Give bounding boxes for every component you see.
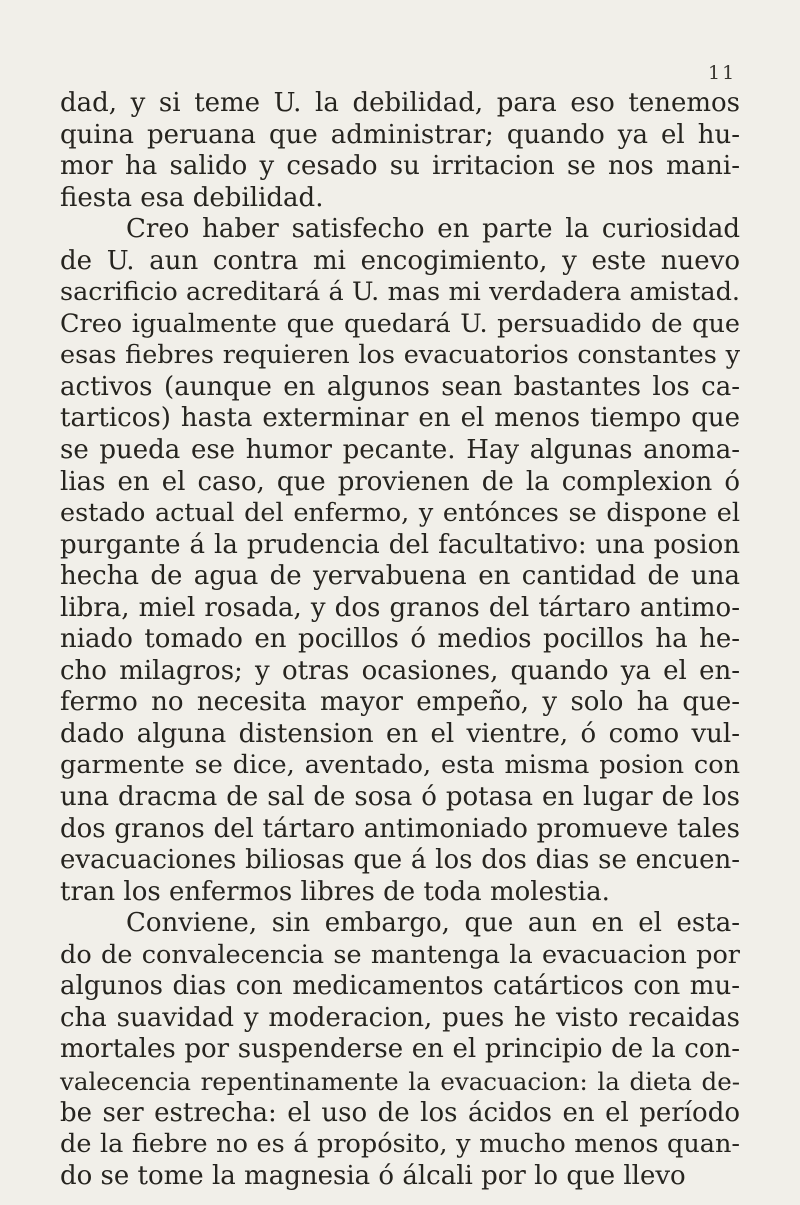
text-line: mortales por suspenderse en el principio de la con-	[60, 1034, 740, 1065]
text-line: dos granos del tártaro antimoniado promueve tales	[60, 813, 740, 844]
text-line: do se tome la magnesia ó álcali por lo que llevo	[60, 1160, 686, 1191]
body-text	[60, 88, 740, 1192]
text-line: esas fiebres requieren los evacuatorios constantes y	[60, 340, 740, 371]
text-line: hecha de agua de yervabuena en cantidad de una	[60, 561, 740, 592]
text-line: garmente se dice, aventado, esta misma posion con	[60, 750, 740, 781]
text-line: evacuaciones biliosas que á los dos dias se encuen-	[60, 845, 740, 876]
text-line: Conviene, sin embargo, que aun en el esta-	[126, 908, 740, 939]
text-line: una dracma de sal de sosa ó potasa en lugar de los	[60, 782, 740, 813]
text-line: libra, miel rosada, y dos granos del tártaro antimo-	[60, 592, 740, 623]
text-line: purgante á la prudencia del facultativo: una posion	[60, 529, 740, 560]
text-line: lias en el caso, que provienen de la complexion ó	[60, 466, 740, 497]
page-number: 11	[708, 62, 737, 84]
text-line: estado actual del enfermo, y entónces se dispone el	[60, 498, 740, 529]
text-line: tran los enfermos libres de toda molestia.	[60, 876, 610, 907]
text-line: cha suavidad y moderacion, pues he visto recaidas	[60, 1002, 740, 1033]
text-line: sacrificio acreditará á U. mas mi verdadera amistad.	[60, 277, 740, 308]
text-line: tarticos) hasta exterminar en el menos tiempo que	[60, 403, 740, 434]
text-line: dad, y si teme U. la debilidad, para eso tenemos	[60, 88, 740, 118]
text-line: se pueda ese humor pecante. Hay algunas anoma-	[60, 435, 740, 466]
text-line: fiesta esa debilidad.	[60, 182, 324, 213]
text-line: algunos dias con medicamentos catárticos con mu-	[60, 971, 740, 1002]
text-line: valecencia repentinamente la evacuacion: la dieta de-	[60, 1066, 740, 1096]
text-line: Creo igualmente que quedará U. persuadido de que	[60, 308, 740, 339]
text-line: fermo no necesita mayor empeño, y solo ha que-	[60, 687, 740, 718]
text-line: niado tomado en pocillos ó medios pocillos ha he-	[60, 624, 740, 655]
text-line: be ser estrecha: el uso de los ácidos en el período	[60, 1097, 740, 1128]
text-line: cho milagros; y otras ocasiones, quando ya el en-	[60, 655, 740, 686]
text-line: de la fiebre no es á propósito, y mucho menos quan-	[60, 1129, 740, 1160]
text-line: dado alguna distension en el vientre, ó como vul-	[60, 718, 740, 749]
text-line: de U. aun contra mi encogimiento, y este nuevo	[60, 245, 740, 276]
text-line: quina peruana que administrar; quando ya el hu-	[60, 119, 740, 150]
text-line: activos (aunque en algunos sean bastantes los ca-	[60, 371, 740, 402]
text-line: Creo haber satisfecho en parte la curiosidad	[126, 214, 740, 245]
text-line: mor ha salido y cesado su irritacion se nos mani-	[60, 151, 740, 182]
text-line: do de convalecencia se mantenga la evacuacion por	[60, 939, 740, 970]
